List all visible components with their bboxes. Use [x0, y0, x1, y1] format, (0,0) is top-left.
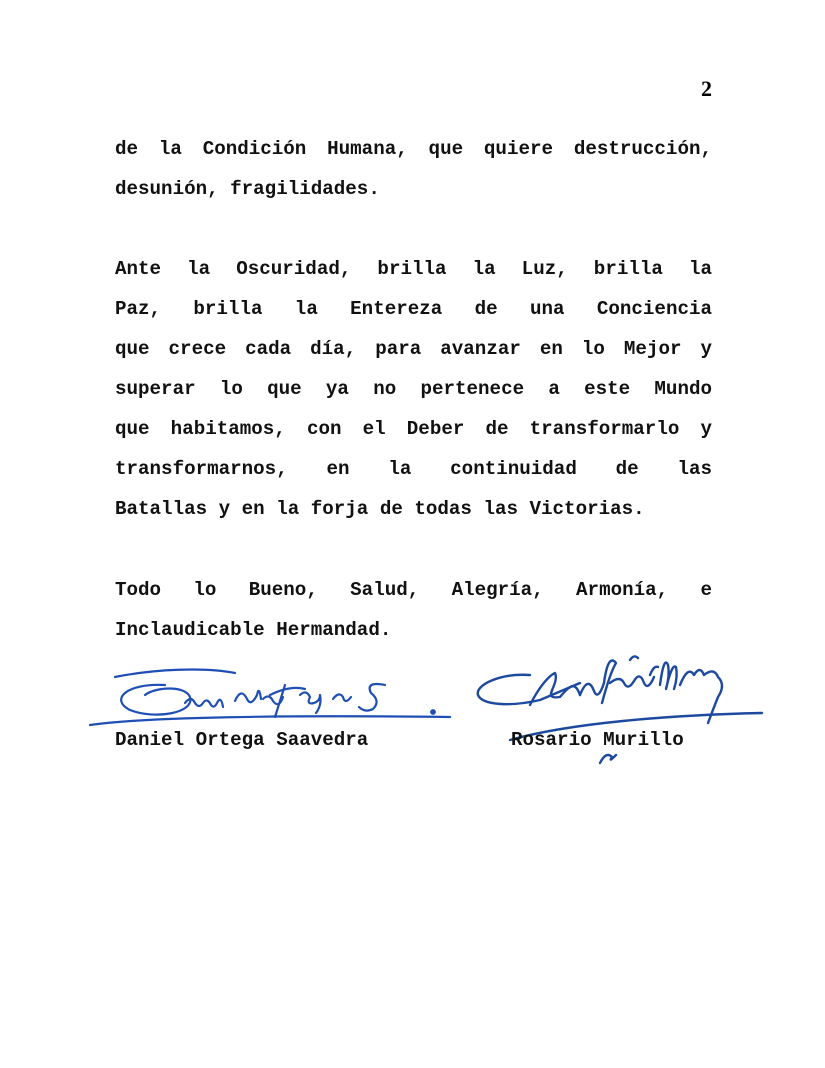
signature-daniel-ortega-icon — [85, 655, 455, 735]
signatory-name-rosario-murillo: Rosario Murillo — [511, 729, 684, 751]
text-line: desunión, fragilidades. — [115, 178, 380, 200]
text-line: Ante la Oscuridad, brilla la Luz, brilla la — [115, 258, 712, 280]
text-line: transformarnos, en la continuidad de las — [115, 458, 712, 480]
text-line: Todo lo Bueno, Salud, Alegría, Armonía, e — [115, 579, 712, 601]
text-line: que crece cada día, para avanzar en lo Mejor y — [115, 338, 712, 360]
text-line: Inclaudicable Hermandad. — [115, 619, 392, 641]
text-line: Paz, brilla la Entereza de una Conciencia — [115, 298, 712, 320]
page-number: 2 — [701, 76, 712, 101]
paragraph-2 — [115, 249, 712, 529]
text-line: Batallas y en la forja de todas las Victorias. — [115, 498, 645, 520]
text-line: de la Condición Humana, que quiere destrucción, — [115, 138, 712, 160]
paragraph-3 — [115, 570, 712, 650]
text-line: que habitamos, con el Deber de transformarlo y — [115, 418, 712, 440]
text-line: superar lo que ya no pertenece a este Mundo — [115, 378, 712, 400]
signatory-name-daniel-ortega: Daniel Ortega Saavedra — [115, 729, 369, 751]
paragraph-1 — [115, 129, 712, 209]
